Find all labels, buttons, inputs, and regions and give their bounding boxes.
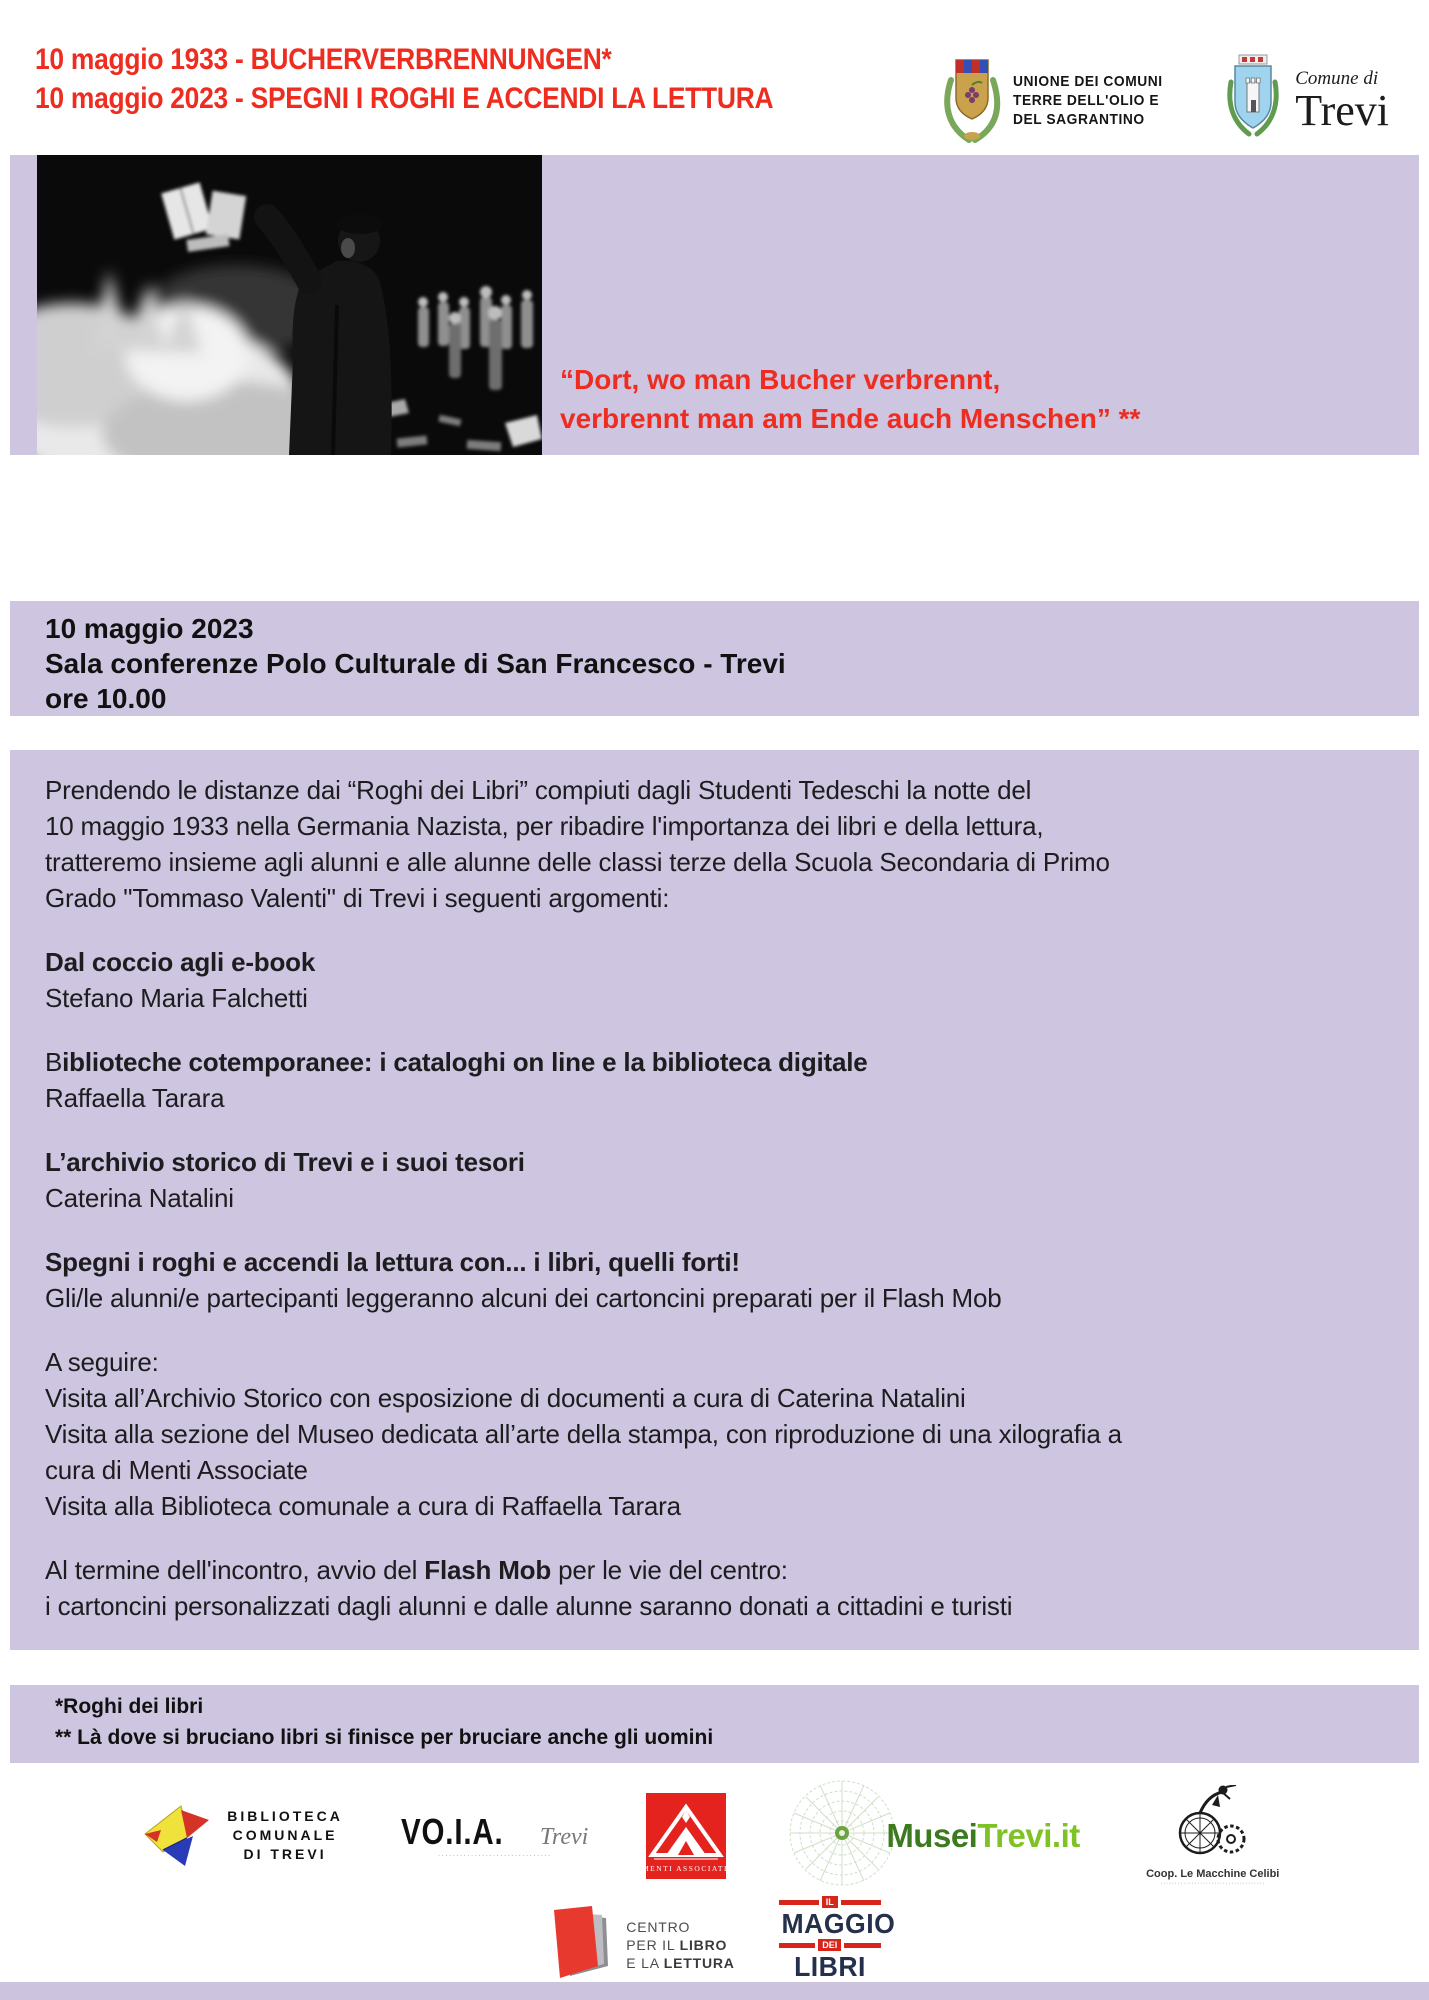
centro-logo-text: CENTRO PER IL LIBRO E LA LETTURA (626, 1919, 735, 1971)
program-text: Prendendo le distanze dai “Roghi dei Libri” compiuti dagli Studenti Tedeschi la notte del 10 maggio 1933 nella Germania Nazista, per ribadire l'importanza dei libri e della lettura, tratteremo insieme agli alunni e alle alunne delle classi terze della Scuola Secondaria di Primo Grado "Tommaso Valenti" di Trevi i seguenti argomenti: Dal coccio agli e-book Stefano Maria Falchetti Biblioteche cotemporanee: i cataloghi on line e la biblioteca digitale Raffaella Tarara L’archivio storico di Trevi e i suoi tesori Caterina Natalini Spegni i roghi e accendi la lettura con... i libri, quelli forti! Gli/le alunni/e partecipanti leggeranno alcuni dei cartoncini preparati per il Flash Mob A seguire: Visita all’Archivio Storico con esposizione di documenti a cura di Caterina Natalini Visita alla sezione del Museo dedicata all’arte della stampa, con riproduzione di una xilografia a cura di Menti Associate Visita alla Biblioteca comunale a cura di Raffaella Tarara Al termine dell'incontro, avvio del Flash Mob per le vie del centro: i cartoncini personalizzati dagli alunni e dalle alunne saranno donati a cittadini e turisti (45, 775, 1122, 1621)
libri-word: LIBRI (793, 1951, 866, 1982)
musei-wordmark: MuseiTrevi.it (886, 1816, 1080, 1854)
hero-band (10, 155, 1419, 455)
biblioteca-trevi-logo (141, 1796, 343, 1875)
musei-trevi-logo (784, 1777, 1079, 1894)
macchine-celibi-logo (1138, 1785, 1288, 1887)
quote-line2: verbrennt man am Ende auch Menschen” ** (560, 403, 1141, 434)
origami-bird-icon (141, 1796, 215, 1875)
sponsor-row-1 (0, 1768, 1429, 1903)
event-venue: Sala conferenze Polo Culturale di San Francesco - Trevi (45, 648, 786, 679)
footnotes (55, 1691, 713, 1753)
sponsor-logos (0, 1768, 1429, 1985)
program-band (10, 750, 1419, 1650)
trevi-crest-icon (1223, 52, 1283, 149)
unione-logo-text: UNIONE DEI COMUNI TERRE DELL'OLIO E DEL SAGRANTINO (1012, 73, 1163, 128)
unione-dei-comuni-logo (941, 52, 1176, 149)
page-title (35, 40, 773, 118)
penny-farthing-bicycle-icon (1174, 1785, 1252, 1866)
menti-associate-logo (646, 1793, 726, 1879)
voia-wordmark: VO.I.A. (400, 1811, 504, 1852)
maggio-dei: DEI (818, 1939, 841, 1951)
maggio-dei-libri-logo (779, 1896, 895, 1994)
maggio-il: IL (822, 1896, 838, 1908)
sponsor-row-2 (0, 1897, 1429, 1985)
event-details (45, 611, 786, 716)
voia-tagline: ······························· (437, 1851, 552, 1860)
macchine-subcaption: ····································· (1160, 1879, 1266, 1887)
quote-text (560, 360, 1140, 438)
comune-di-trevi-logo (1223, 52, 1389, 149)
event-time: ore 10.00 (45, 683, 167, 714)
red-book-icon (548, 1904, 614, 1987)
quote-line1: “Dort, wo man Bucher verbrennt, (560, 364, 1001, 395)
footnote-1: *Roghi dei libri (55, 1695, 204, 1718)
title-line2: 10 maggio 2023 - SPEGNI I ROGHI E ACCENDI LA LETTURA (35, 82, 774, 115)
voia-trevi-script: Trevi (539, 1824, 589, 1850)
header-logos (941, 52, 1389, 149)
footnote-2: ** Là dove si bruciano libri si finisce per bruciare anche gli uomini (55, 1726, 714, 1749)
footnotes-band (10, 1685, 1419, 1763)
bottom-strip (0, 1982, 1429, 2000)
biblioteca-logo-text: BIBLIOTECA COMUNALE DI TREVI (227, 1808, 343, 1862)
title-line1: 10 maggio 1933 - BUCHERVERBRENNUNGEN* (35, 43, 612, 76)
event-band (10, 601, 1419, 716)
maggio-word: MAGGIO (781, 1908, 895, 1939)
voia-trevi-logo (401, 1811, 588, 1860)
centro-libro-logo (548, 1904, 734, 1987)
book-burning-photo (37, 155, 542, 455)
menti-caption: MENTI ASSOCIATE (646, 1863, 727, 1873)
unione-crest-icon (941, 52, 1003, 149)
trevi-logo-text: Comune di Trevi (1295, 67, 1389, 135)
macchine-caption: Coop. Le Macchine Celibi (1146, 1867, 1280, 1880)
event-date: 10 maggio 2023 (45, 613, 254, 644)
